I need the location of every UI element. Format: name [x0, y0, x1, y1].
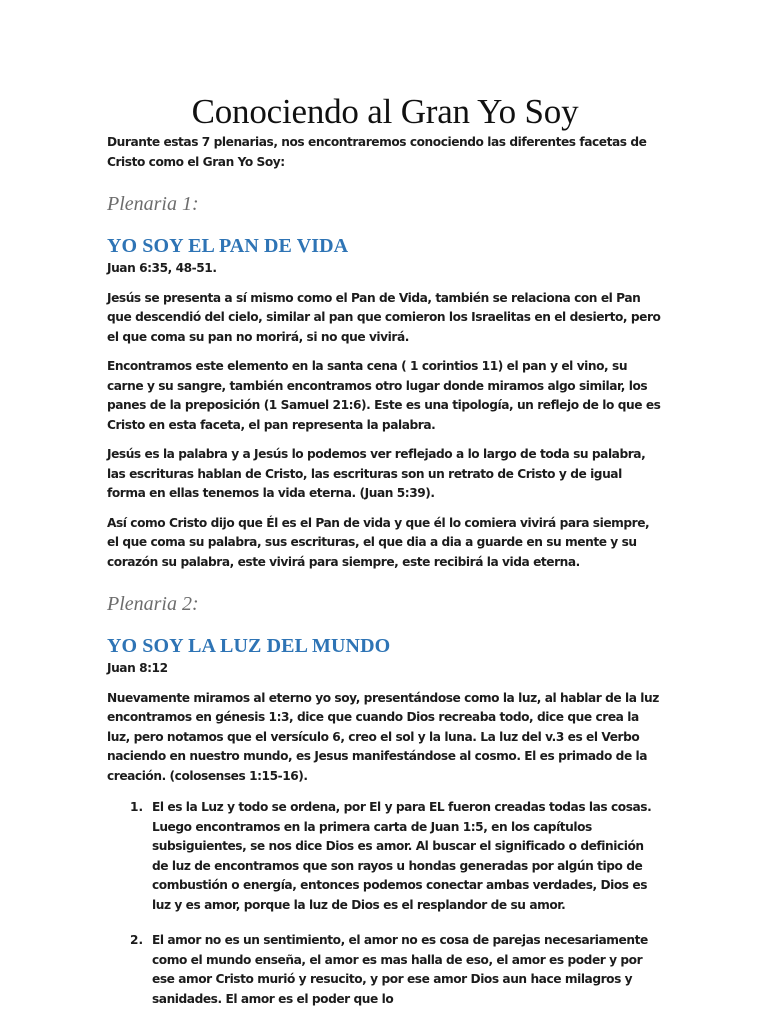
list-item-number: 2. — [130, 933, 144, 947]
plenaria-2-heading: YO SOY LA LUZ DEL MUNDO — [107, 635, 391, 657]
plenaria-2-label: Plenaria 2: — [107, 593, 199, 615]
intro-paragraph: Durante estas 7 plenarias, nos encontraremos conociendo las diferentes facetas de Cristo como el Gran Yo Soy: — [107, 135, 647, 169]
plenaria-2-paragraph: Nuevamente miramos al eterno yo soy, presentándose como la luz, al hablar de la luz encontramos en génesis 1:3, dice que cuando Dios recreaba todo, dice que crea la luz, pero notamos que el versículo 6, creo el sol y la luna. La luz del v.3 es el Verbo naciendo en nuestro mundo, es Jesus manifestándose al cosmo. El es primado de la creación. (colosenses 1:15-16). — [107, 690, 659, 783]
list-item-text: El es la Luz y todo se ordena, por El y para EL fueron creadas todas las cosas. Luego encontramos en la primera carta de Juan 1:5, en los capítulos subsiguientes, se nos dice Dios es amor. Al buscar el significado o definición de luz de encontramos que son rayos u hondas generadas por algún tipo de combustión o energía, entonces podemos conectar ambas verdades, Dios es luz y es amor, porque la luz de Dios es el resplandor de su amor. — [152, 800, 652, 912]
plenaria-1-paragraph: Jesús es la palabra y a Jesús lo podemos ver reflejado a lo largo de toda su palabra, las escrituras hablan de Cristo, las escrituras son un retrato de Cristo y de igual forma en ellas tenemos la vida eterna. (Juan 5:39). — [107, 447, 646, 500]
numbered-list — [107, 798, 663, 1009]
plenaria-1-paragraph: Así como Cristo dijo que Él es el Pan de vida y que él lo comiera vivirá para siempre, el que coma su palabra, sus escrituras, el que dia a dia a guarde en su mente y su corazón su palabra, este vivirá para siempre, este recibirá la vida eterna. — [107, 515, 650, 569]
document-title: Conociendo al Gran Yo Soy — [191, 92, 579, 131]
list-item — [107, 798, 663, 915]
plenaria-1-paragraph: Jesús se presenta a sí mismo como el Pan de Vida, también se relaciona con el Pan que descendió del cielo, similar al pan que comieron los Israelitas en el desierto, pero el que coma su pan no morirá, si no que vivirá. — [107, 290, 661, 344]
plenaria-1-reference: Juan 6:35, 48-51. — [107, 261, 217, 275]
plenaria-1-heading: YO SOY EL PAN DE VIDA — [107, 235, 349, 257]
plenaria-1-paragraph: Encontramos este elemento en la santa cena ( 1 corintios 11) el pan y el vino, su carne y su sangre, también encontramos otro lugar donde miramos algo similar, los panes de la preposición (1 Samuel 21:6). Este es una tipología, un reflejo de lo que es Cristo en esta faceta, el pan representa la palabra. — [107, 359, 661, 432]
plenaria-2-reference: Juan 8:12 — [107, 661, 168, 675]
plenaria-1-label: Plenaria 1: — [107, 193, 199, 215]
list-item — [107, 931, 663, 1009]
document-page — [107, 0, 663, 1009]
list-item-number: 1. — [130, 800, 144, 814]
list-item-text: El amor no es un sentimiento, el amor no es cosa de parejas necesariamente como el mundo enseña, el amor es mas halla de eso, el amor es poder y por ese amor Cristo murió y resucito, y por ese amor Dios aun hace milagros y sanidades. El amor es el poder que lo — [152, 933, 648, 1006]
